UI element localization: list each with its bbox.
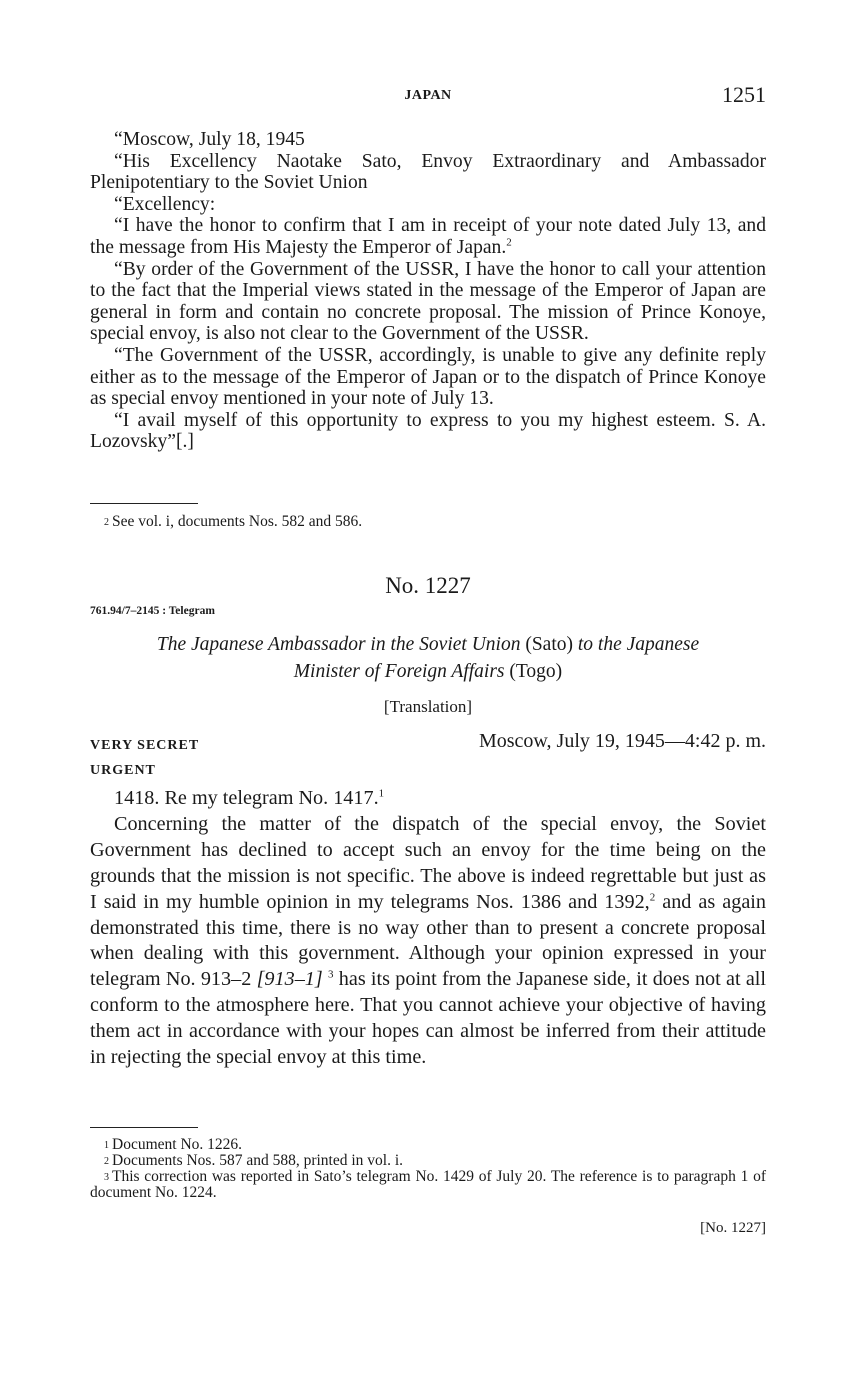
letter-closing: “I avail myself of this opportunity to express to you my highest esteem. S. A. Lozovsky”[.] (90, 409, 766, 453)
dateline: Moscow, July 19, 1945—4:42 p. m. (478, 730, 766, 752)
footnote-text: Document No. 1226. (112, 1136, 243, 1153)
running-head (90, 82, 766, 110)
footnote-number: 1 (104, 1140, 109, 1151)
telegram-paragraph (90, 812, 766, 1071)
telegram-text: and as again demonstrated this time, there is no way other than to present a concrete proposal when dealing with this government. Although your opinion expressed in your telegram No. 913–2 (90, 890, 766, 991)
footnote-text: This correction was reported in Sato’s telegram No. 1429 of July 20. The reference is to paragraph 1 of document No. 1224. (90, 1168, 766, 1201)
classification: VERY SECRET (90, 738, 200, 753)
heading-part: The Japanese Ambassador in the Soviet Union (156, 634, 521, 655)
heading-name: (Togo) (509, 661, 563, 682)
footnotes (90, 1137, 766, 1201)
footnote (90, 514, 766, 530)
footnote-ref: 2 (506, 236, 512, 249)
heading-part: to the Japanese (577, 634, 700, 655)
footnote-number: 2 (104, 1156, 109, 1167)
telegram-paragraph (90, 786, 766, 812)
letter-paragraph: “The Government of the USSR, accordingly, is unable to give any definite reply either as to the message of the Emperor of Japan or to the dispatch of Prince Konoye as special envoy mentioned in your note of July 13. (90, 344, 766, 410)
footnote-ref: 2 (649, 890, 656, 903)
letter-paragraph: “By order of the Government of the USSR, I have the honor to call your attention to the fact that the Imperial views stated in the message of the Emperor of Japan are general in form and contain no concrete proposal. The mission of Prince Konoye, special envoy, is also not clear to the Government of the USSR. (90, 258, 766, 345)
document-heading (90, 631, 766, 685)
letter-addressee: “His Excellency Naotake Sato, Envoy Extraordinary and Ambassador Plenipotentiary to the Soviet Union (90, 150, 766, 194)
footnote-text: Documents Nos. 587 and 588, printed in vol. i. (112, 1152, 404, 1169)
telegram-text: has its point from the Japanese side, it does not at all conform to the atmosphere here. That you cannot achieve your objective of having them act in accordance with your hopes can almost be inferred from their attitude in rejecting the special envoy at this time. (90, 968, 766, 1069)
telegram-body (90, 786, 766, 1071)
end-reference: [No. 1227] (700, 1220, 766, 1236)
editorial-correction: [913–1] (256, 968, 323, 991)
letter-paragraph (90, 215, 766, 258)
footnote-rule (90, 1127, 198, 1128)
file-reference: 761.94/7–2145 : Telegram (90, 605, 215, 617)
running-title: JAPAN (404, 88, 452, 103)
heading-name: (Sato) (525, 634, 573, 655)
footnote-rule (90, 503, 198, 504)
translation-note: [Translation] (383, 697, 473, 716)
footnote-ref: 1 (378, 787, 385, 800)
footnote-text: See vol. i, documents Nos. 582 and 586. (112, 513, 363, 530)
footnote-ref: 3 (328, 968, 334, 981)
letter-salutation: “Excellency: (114, 193, 216, 215)
footnote-number: 3 (104, 1172, 109, 1183)
document-number: No. 1227 (385, 573, 471, 598)
telegram-text: 1418. Re my telegram No. 1417. (114, 787, 379, 809)
letter-text (90, 129, 766, 453)
letter-paragraph-text: “I have the honor to confirm that I am in receipt of your note dated July 13, and the message from His Majesty the Emperor of Japan. (90, 215, 766, 258)
classification: URGENT (90, 763, 156, 778)
letter-place-date: “Moscow, July 18, 1945 (114, 129, 305, 150)
page-number: 1251 (722, 82, 766, 107)
heading-part: Minister of Foreign Affairs (293, 661, 505, 682)
footnote-number: 2 (104, 517, 109, 528)
telegram-text: Concerning the matter of the dispatch of the special envoy, the Soviet Government has declined to accept such an envoy for the time being on the grounds that the mission is not specific. The above is indeed regrettable but just as I said in my humble opinion in my telegrams Nos. 1386 and 1392, (90, 812, 766, 913)
